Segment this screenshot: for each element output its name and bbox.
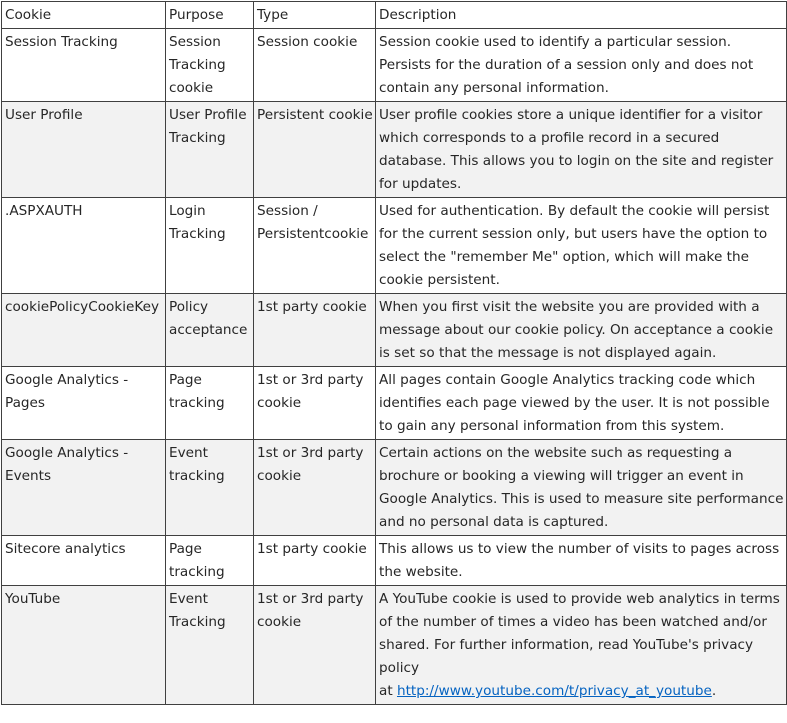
cell-purpose: Login Tracking (166, 198, 254, 294)
header-type: Type (254, 2, 376, 29)
cell-type: Persistent cookie (254, 102, 376, 198)
table-row (2, 586, 787, 705)
cell-description: All pages contain Google Analytics tracking code which identifies each page viewed by the user. It is not possible to gain any personal information from this system. (376, 367, 787, 440)
cell-cookie: Google Analytics - Pages (2, 367, 166, 440)
cell-purpose: User Profile Tracking (166, 102, 254, 198)
cell-cookie: Google Analytics - Events (2, 440, 166, 536)
cell-purpose: Page tracking (166, 367, 254, 440)
table-row (2, 440, 787, 536)
table-row (2, 294, 787, 367)
cell-type: Session / Persistentcookie (254, 198, 376, 294)
description-text: A YouTube cookie is used to provide web analytics in terms of the number of times a video has been watched and/or shared. For further information, read YouTube's privacy policy (379, 591, 780, 676)
table-row (2, 536, 787, 586)
cell-type: 1st or 3rd party cookie (254, 367, 376, 440)
cell-description: Certain actions on the website such as requesting a brochure or booking a viewing will trigger an event in Google Analytics. This is used to measure site performance and no personal data is captured. (376, 440, 787, 536)
cell-cookie: Session Tracking (2, 29, 166, 102)
cell-description: User profile cookies store a unique identifier for a visitor which corresponds to a profile record in a secured database. This allows you to login on the site and register for updates. (376, 102, 787, 198)
table-header-row (2, 2, 787, 29)
description-suffix: . (711, 683, 717, 699)
cell-type: 1st or 3rd party cookie (254, 440, 376, 536)
cell-type: 1st party cookie (254, 536, 376, 586)
cell-purpose: Page tracking (166, 536, 254, 586)
header-description: Description (376, 2, 787, 29)
cell-cookie: Sitecore analytics (2, 536, 166, 586)
cell-description: When you first visit the website you are provided with a message about our cookie policy. On acceptance a cookie is set so that the message is not displayed again. (376, 294, 787, 367)
cell-purpose: Session Tracking cookie (166, 29, 254, 102)
cell-cookie: .ASPXAUTH (2, 198, 166, 294)
cell-description (376, 586, 787, 705)
cell-type: 1st party cookie (254, 294, 376, 367)
cell-purpose: Event Tracking (166, 586, 254, 705)
cell-purpose: Event tracking (166, 440, 254, 536)
cookie-table (1, 1, 787, 705)
table-row (2, 29, 787, 102)
cell-description: This allows us to view the number of visits to pages across the website. (376, 536, 787, 586)
cell-purpose: Policy acceptance (166, 294, 254, 367)
header-cookie: Cookie (2, 2, 166, 29)
cell-cookie: cookiePolicyCookieKey (2, 294, 166, 367)
cell-type: 1st or 3rd party cookie (254, 586, 376, 705)
table-row (2, 198, 787, 294)
cell-cookie: YouTube (2, 586, 166, 705)
youtube-privacy-link[interactable]: http://www.youtube.com/t/privacy_at_youtube (396, 683, 712, 699)
header-purpose: Purpose (166, 2, 254, 29)
table-row (2, 102, 787, 198)
cell-type: Session cookie (254, 29, 376, 102)
cell-cookie: User Profile (2, 102, 166, 198)
cell-description: Used for authentication. By default the cookie will persist for the current session only, but users have the option to select the "remember Me" option, which will make the cookie persistent. (376, 198, 787, 294)
table-row (2, 367, 787, 440)
description-prefix: at (379, 683, 397, 699)
cell-description: Session cookie used to identify a particular session. Persists for the duration of a session only and does not contain any personal information. (376, 29, 787, 102)
